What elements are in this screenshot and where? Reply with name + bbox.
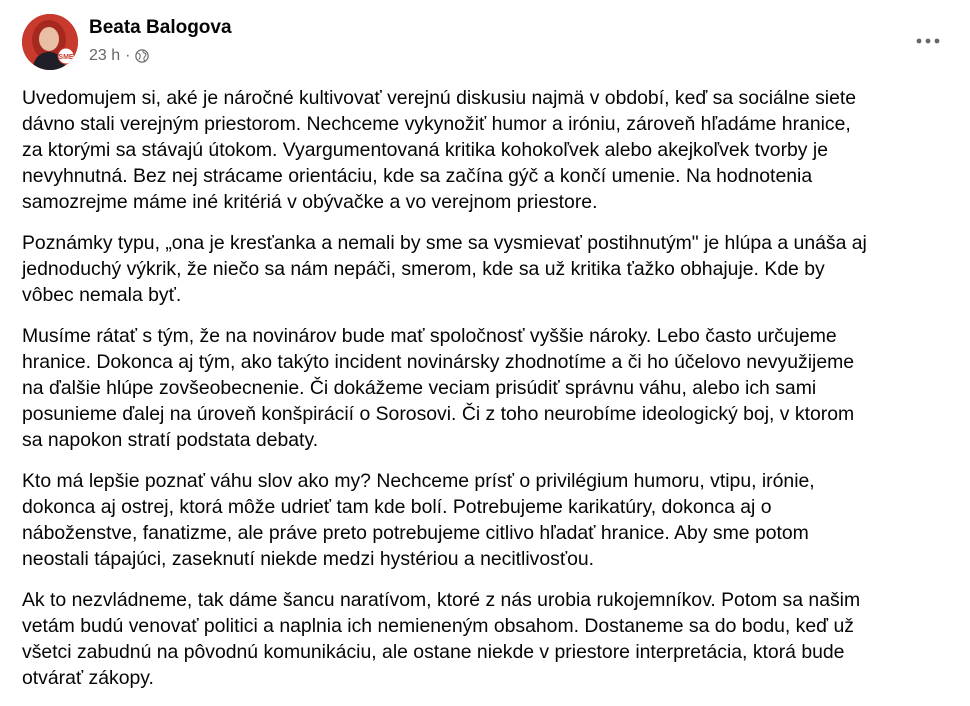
globe-icon	[135, 49, 149, 63]
avatar-badge: SME	[58, 54, 74, 61]
post-paragraph: Ak to nezvládneme, tak dáme šancu naratívom, ktoré z nás urobia rukojemníkov. Potom sa našim vetám budú venovať politici a naplnia ich nemieneným obsahom. Dostaneme sa do bodu, keď už všetci zabudnú na pôvodnú komunikáciu, ale ostane niekde v priestore interpretácia, ktorá bude otvárať zákopy.	[22, 589, 861, 689]
avatar-image	[22, 14, 78, 70]
more-options-icon[interactable]	[910, 30, 946, 52]
post-paragraph: Poznámky typu, „ona je kresťanka a nemali by sme sa vysmievať postihnutým" je hlúpa a unáša aj jednoduchý výkrik, že niečo sa nám nepáči, smerom, kde sa už kritika ťažko obhajuje. Kde by vôbec nemala byť.	[22, 232, 867, 306]
post-paragraph: Uvedomujem si, aké je náročné kultivovať verejnú diskusiu najmä v období, keď sa sociálne siete dávno stali verejným priestorom. Nechceme vykynožiť humor a iróniu, zároveň hľadáme hranice, za ktorými sa stávajú útokom. Vyargumentovaná kritika kohokoľvek alebo akejkoľvek tvorby je nevyhnutná. Bez nej strácame orientáciu, kde sa začína gýč a končí umenie. Na hodnotenia samozrejme máme iné kritériá v obývačke a vo verejnom priestore.	[22, 87, 857, 213]
post-header	[22, 14, 952, 74]
post-meta	[89, 47, 149, 65]
post-paragraph: Kto má lepšie poznať váhu slov ako my? Nechceme prísť o privilégium humoru, vtipu, irónie, dokonca aj ostrej, ktorá môže udrieť tam kde bolí. Potrebujeme karikatúry, dokonca aj o náboženstve, fanatizme, ale práve preto potrebujeme citlivo hľadať hranice. Aby sme potom neostali tápajúci, zaseknutí niekde medzi hystériou a necitlivosťou.	[22, 470, 815, 570]
post-paragraph: Musíme rátať s tým, že na novinárov bude mať spoločnosť vyššie nároky. Lebo často určujeme hranice. Dokonca aj tým, ako takýto incident novinársky zhodnotíme a či ho účelovo nevyužijeme na ďalšie hlúpe zovšeobecnenie. Či dokážeme veciam prisúdiť správnu váhu, alebo ich sami posunieme ďalej na úroveň konšpirácií o Sorosovi. Či z toho neurobíme ideologický boj, v ktorom sa napokon stratí podstata debaty.	[22, 325, 855, 451]
post-timestamp[interactable]: 23 h	[89, 47, 121, 64]
avatar[interactable]	[22, 14, 78, 70]
meta-separator: ·	[125, 47, 131, 64]
author-name[interactable]: Beata Balogova	[89, 17, 232, 38]
post-body	[22, 85, 957, 706]
